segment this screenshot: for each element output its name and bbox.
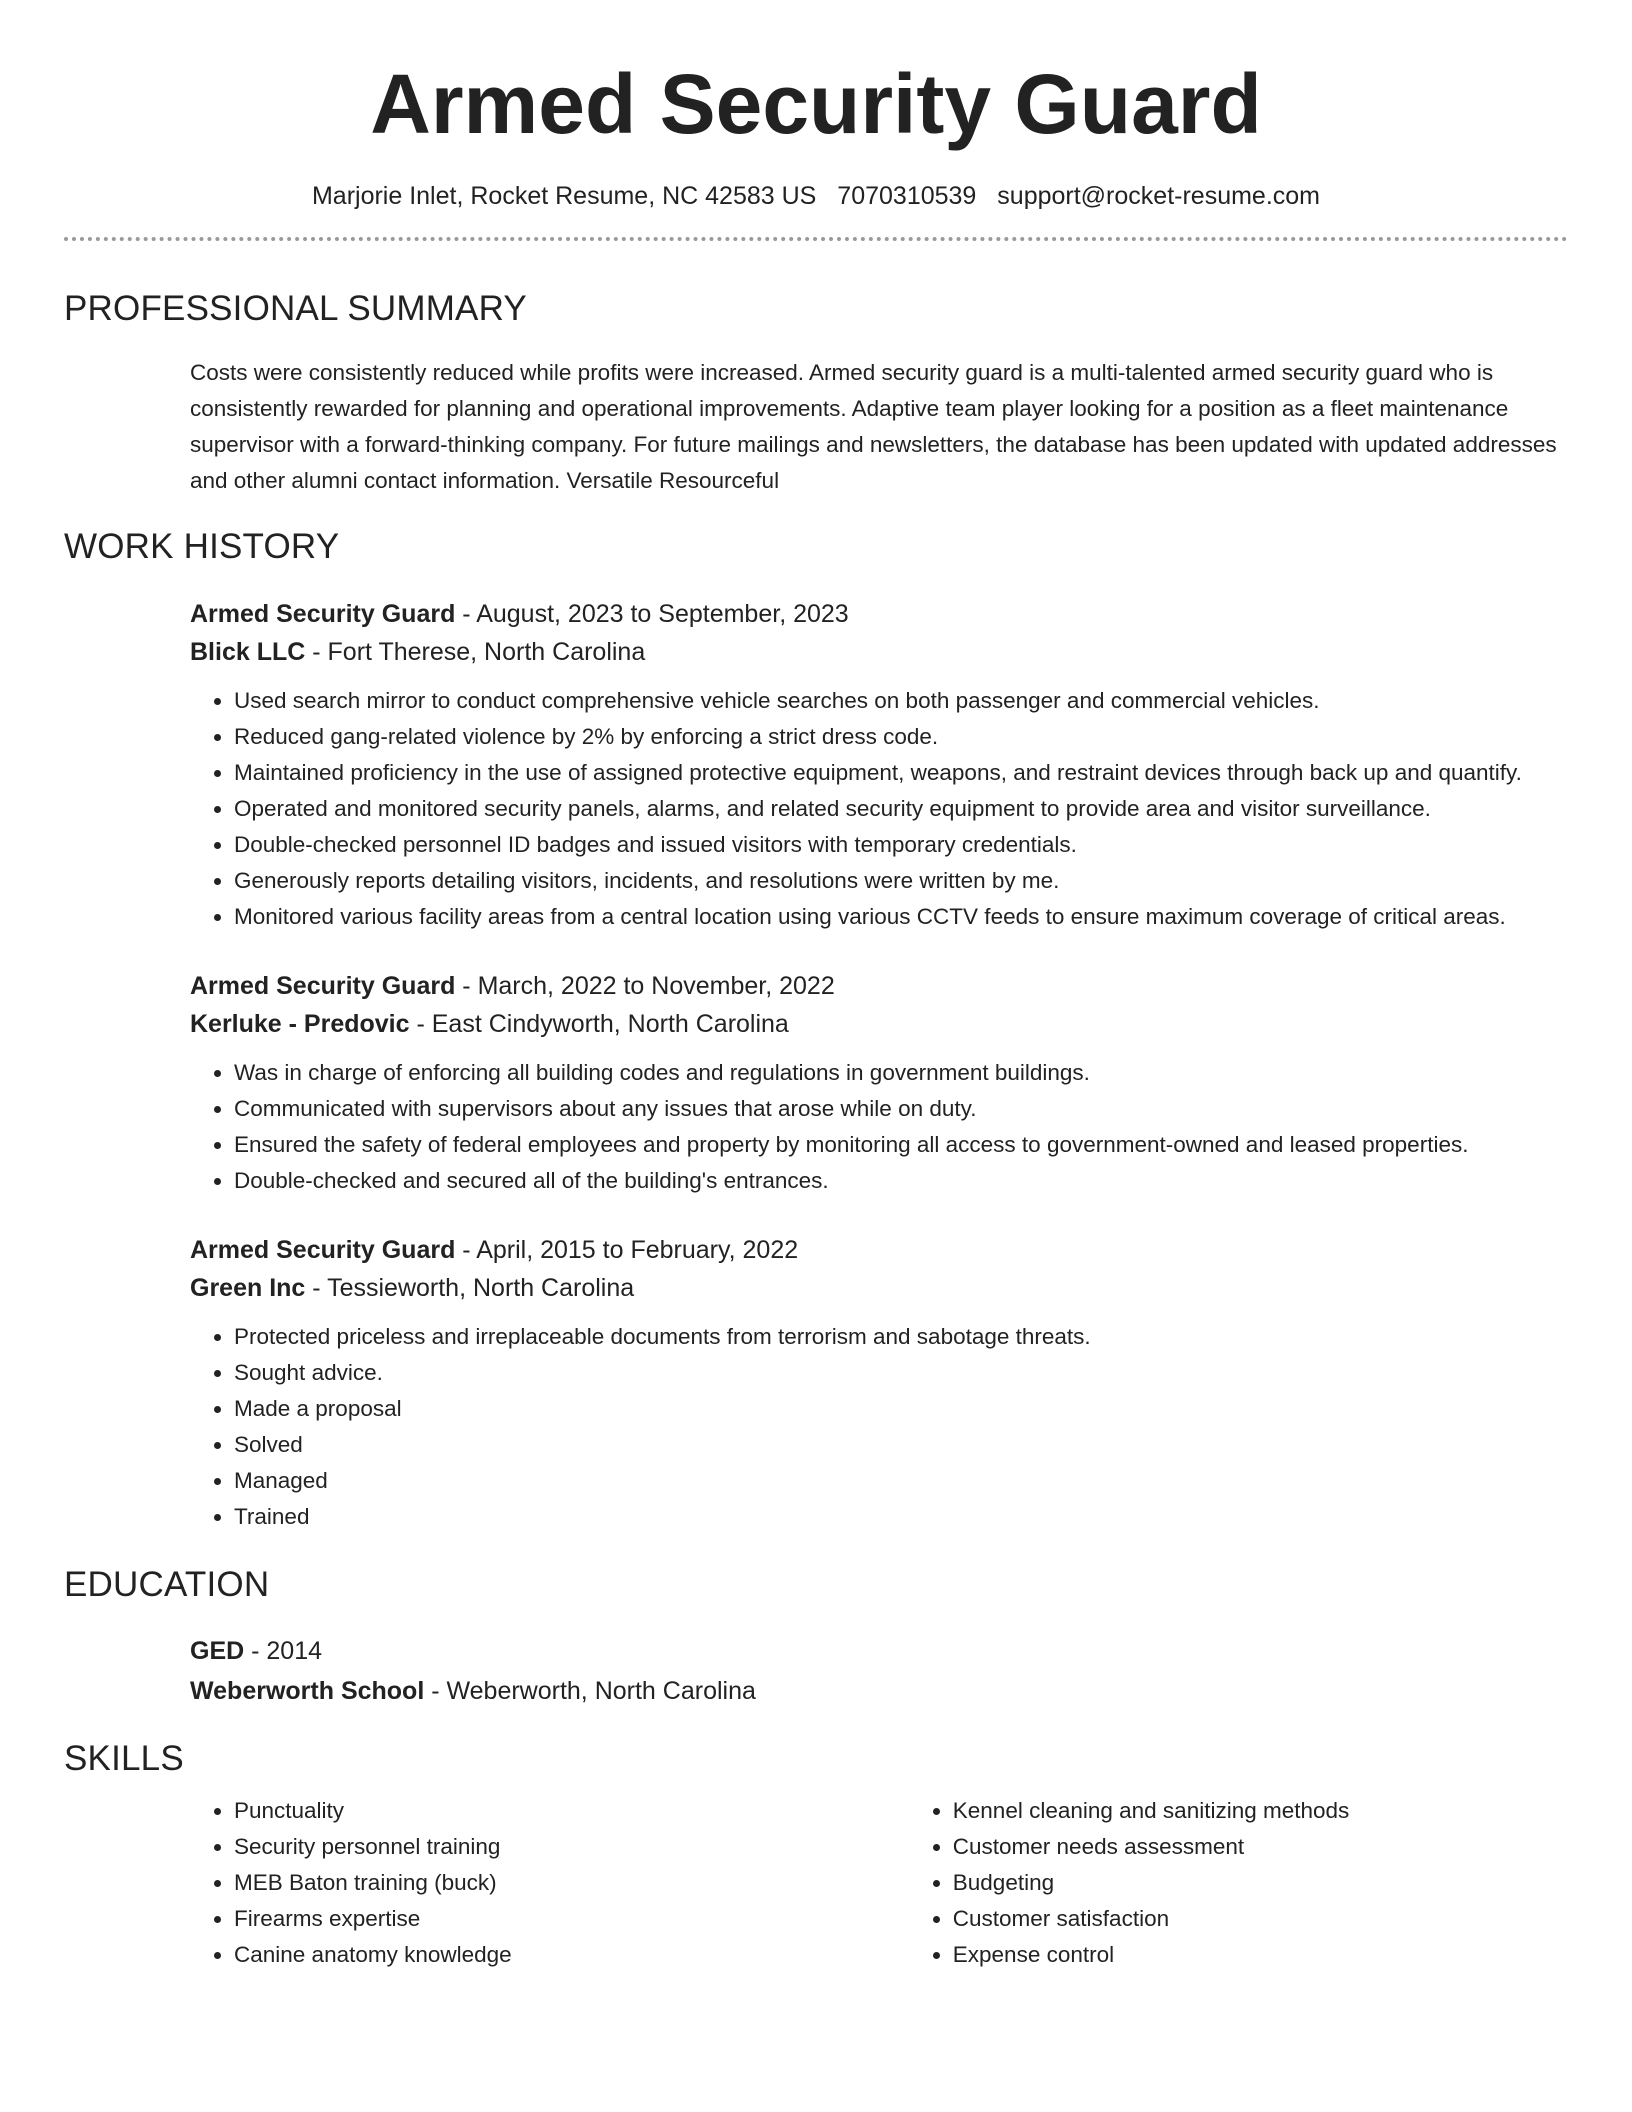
education-location: - Weberworth, North Carolina (424, 1677, 756, 1705)
header-divider (64, 237, 1568, 241)
list-item: • Solved (234, 1427, 1568, 1463)
list-item: • Made a proposal (234, 1391, 1568, 1427)
job-entry (190, 1231, 1568, 1535)
job-company: Blick LLC (190, 638, 306, 666)
list-item: • Reduced gang-related violence by 2% by enforcing a strict dress code. (234, 719, 1568, 755)
list-item: • Operated and monitored security panels, alarms, and related security equipment to provide area and visitor surveillance. (234, 791, 1568, 827)
job-role: Armed Security Guard (190, 600, 456, 628)
contact-phone: 7070310539 (837, 182, 977, 210)
job-location: - Fort Therese, North Carolina (305, 638, 646, 666)
job-role: Armed Security Guard (190, 1236, 456, 1264)
list-item: • Generously reports detailing visitors, incidents, and resolutions were written by me. (234, 863, 1568, 899)
education-school-line (190, 1671, 1568, 1711)
job-dates: - August, 2023 to September, 2023 (455, 600, 849, 628)
job-company: Green Inc (190, 1274, 306, 1302)
list-item: • Communicated with supervisors about any issues that arose while on duty. (234, 1091, 1568, 1127)
list-item: • Was in charge of enforcing all building codes and regulations in government buildings. (234, 1055, 1568, 1091)
list-item: • Customer needs assessment (953, 1829, 1568, 1865)
job-bullets (190, 1319, 1568, 1535)
list-item: • Monitored various facility areas from a central location using various CCTV feeds to ensure maximum coverage of critical areas. (234, 899, 1568, 935)
job-role: Armed Security Guard (190, 972, 456, 1000)
skills-list (190, 1793, 1568, 1973)
job-entry (190, 595, 1568, 935)
job-dates: - April, 2015 to February, 2022 (455, 1236, 799, 1264)
section-title-summary: PROFESSIONAL SUMMARY (64, 289, 527, 328)
list-item: • Expense control (953, 1937, 1568, 1973)
job-role-line (190, 967, 1568, 1005)
skills-column-right (909, 1793, 1568, 1973)
list-item: • Double-checked and secured all of the building's entrances. (234, 1163, 1568, 1199)
contact-address: Marjorie Inlet, Rocket Resume, NC 42583 US (311, 182, 817, 210)
list-item: • Maintained proficiency in the use of assigned protective equipment, weapons, and restraint devices through back up and quantify. (234, 755, 1568, 791)
list-item: • Managed (234, 1463, 1568, 1499)
education-degree-line (190, 1631, 1568, 1671)
list-item: • Sought advice. (234, 1355, 1568, 1391)
job-dates: - March, 2022 to November, 2022 (455, 972, 835, 1000)
job-bullets (190, 683, 1568, 935)
job-company-line (190, 1269, 1568, 1307)
resume-name: Armed Security Guard (370, 57, 1262, 151)
contact-email: support@rocket-resume.com (997, 182, 1321, 210)
job-entry (190, 967, 1568, 1199)
job-role-line (190, 1231, 1568, 1269)
list-item: • Punctuality (234, 1793, 909, 1829)
list-item: • Trained (234, 1499, 1568, 1535)
list-item: • Ensured the safety of federal employees and property by monitoring all access to government-owned and leased properties. (234, 1127, 1568, 1163)
job-role-line (190, 595, 1568, 633)
resume-page (64, 0, 1568, 1973)
list-item: • Budgeting (953, 1865, 1568, 1901)
job-company: Kerluke - Predovic (190, 1010, 410, 1038)
education-school: Weberworth School (190, 1677, 425, 1705)
list-item: • Protected priceless and irreplaceable documents from terrorism and sabotage threats. (234, 1319, 1568, 1355)
list-item: • Firearms expertise (234, 1901, 909, 1937)
list-item: • Double-checked personnel ID badges and issued visitors with temporary credentials. (234, 827, 1568, 863)
list-item: • MEB Baton training (buck) (234, 1865, 909, 1901)
job-location: - East Cindyworth, North Carolina (409, 1010, 789, 1038)
list-item: • Used search mirror to conduct comprehensive vehicle searches on both passenger and commercial vehicles. (234, 683, 1568, 719)
section-title-skills: SKILLS (64, 1739, 184, 1778)
job-company-line (190, 1005, 1568, 1043)
contact-line (64, 182, 1568, 211)
summary-text: Costs were consistently reduced while profits were increased. Armed security guard is a multi-talented armed security guard who is consistently rewarded for planning and operational improvements. Adaptive team player looking for a position as a fleet maintenance supervisor with a forward-thinking company. For future mailings and newsletters, the database has been updated with updated addresses and other alumni contact information. Versatile Resourceful (190, 360, 1557, 493)
job-location: - Tessieworth, North Carolina (305, 1274, 635, 1302)
job-company-line (190, 633, 1568, 671)
skills-column-left (190, 1793, 909, 1973)
job-bullets (190, 1055, 1568, 1199)
section-title-education: EDUCATION (64, 1565, 270, 1604)
list-item: • Customer satisfaction (953, 1901, 1568, 1937)
education-degree: GED (190, 1637, 245, 1665)
list-item: • Kennel cleaning and sanitizing methods (953, 1793, 1568, 1829)
section-title-work-history: WORK HISTORY (64, 527, 340, 566)
list-item: • Security personnel training (234, 1829, 909, 1865)
list-item: • Canine anatomy knowledge (234, 1937, 909, 1973)
education-year: - 2014 (244, 1637, 323, 1665)
education-entry (190, 1631, 1568, 1711)
